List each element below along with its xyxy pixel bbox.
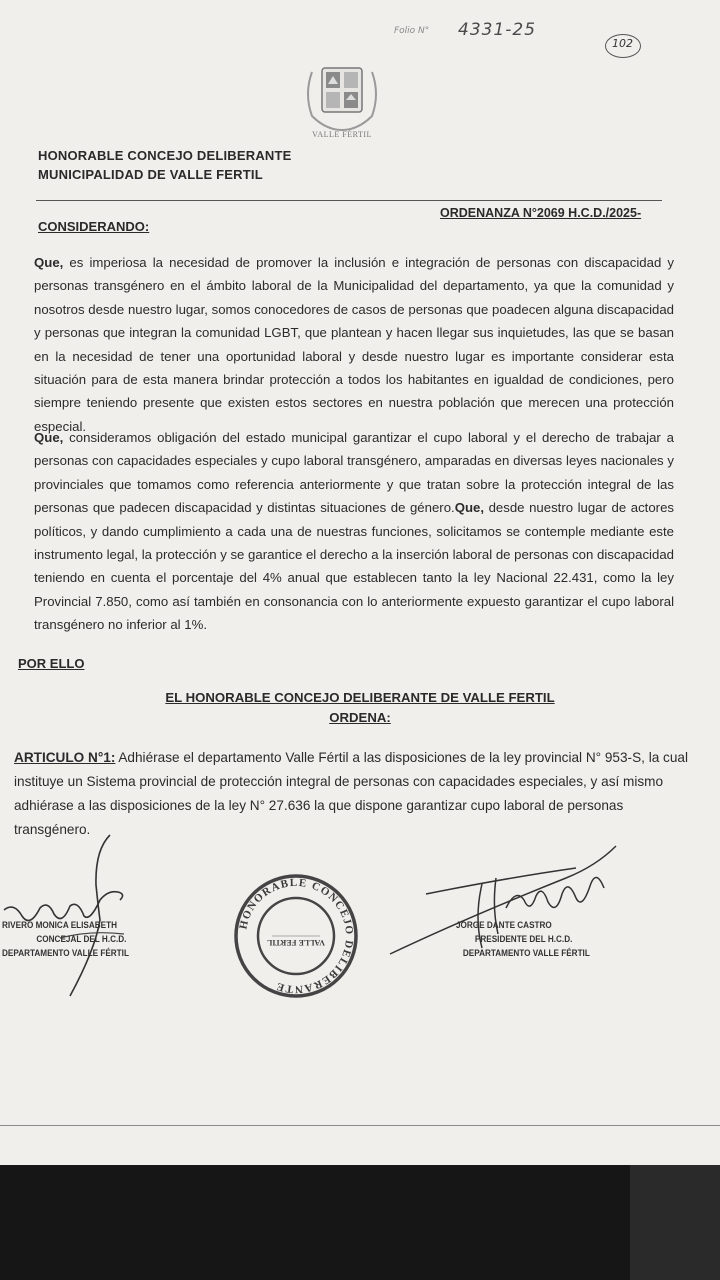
paragraph-1 [34,251,674,438]
paragraph-1-lead: Que, [34,255,64,270]
resolution-title: EL HONORABLE CONCEJO DELIBERANTE DE VALLE FERTIL [165,690,555,705]
background-floor [630,1165,720,1280]
official-seal [232,872,360,1000]
right-signatory-title: PRESIDENTE DEL H.C.D. [474,934,573,945]
logo-caption: VALLE FÉRTIL [312,130,372,139]
seal-inner-text: VALLE FERTIL [266,938,326,947]
article-1-label: ARTICULO N°1: [14,750,116,765]
left-signatory [2,919,129,961]
header-line-1: HONORABLE CONCEJO DELIBERANTE [38,148,292,163]
folio-number: 4331-25 [458,20,537,40]
right-signatory [456,919,590,961]
right-signatory-name: JORGE DANTE CASTRO [456,920,552,931]
header-divider [36,200,662,201]
background-surface [0,1165,720,1280]
paragraph-2-text-2: desde nuestro lugar de actores políticos, y dando cumplimiento a cada una de nuestras funciones, solicitamos se contemple mediante este instrumento legal, la protección y se garantice el derecho a la inserción laboral de personas con discapacidad teniendo en cuenta el porcentaje del 4% anual que establecen tanto la ley Nacional 22.431, como la ley Provincial 7.850, como así también en consonancia con lo anteriormente expuesto garantizar el cupo laboral transgénero no inferior al 1%. [34,500,674,633]
municipal-logo [296,64,388,144]
considerando-heading: CONSIDERANDO: [38,219,150,234]
article-1-text: Adhiérase el departamento Valle Fértil a las disposiciones de la ley provincial N° 953-S, la cual instituye un Sistema provincial de protección integral de personas con capacidades especiales, y así mismo adhiérase a las disposiciones de la ley N° 27.636 la que dispone garantizar cupo laboral de personas transgénero. [14,750,688,837]
paragraph-2-text: consideramos obligación del estado municipal garantizar el cupo laboral y el derecho de trabajar a personas con capacidades especiales y cupo laboral transgénero, amparadas en diversas leyes nacionales y provinciales que tomamos como referencia anteriormente y que tratan sobre la protección integral de las personas que padecen discapacidad y distintas situaciones de género. [34,430,674,516]
right-signatory-dept: DEPARTAMENTO VALLE FÉRTIL [462,948,590,959]
header-line-2: MUNICIPALIDAD DE VALLE FERTIL [38,167,263,182]
por-ello-heading: POR ELLO [18,656,85,671]
paragraph-2 [34,426,674,637]
paragraph-1-text: es imperiosa la necesidad de promover la inclusión e integración de personas con discapacidad y personas transgénero en el ámbito laboral de la Municipalidad del departamento, ya que la comunidad y nosotros desde nuestro lugar, somos conocedores de casos de personas que poadecen alguna discapacidad y personas que integran la comunidad LGBT, que plantean y hacen llegar sus inquietudes, las que se basan en la necesidad de tener una oportunidad laboral y desde nuestro lugar es importante considerar esta situación para de esta manera brindar protección a todos los habitantes en igualdad de condiciones, pero siempre teniendo presente que existen estos sectores en nuestra población que merecen una protección especial. [34,255,674,434]
seal-stamp-icon [232,872,360,1000]
page-bottom-line [0,1125,720,1126]
ordinance-number: ORDENANZA N°2069 H.C.D./2025- [440,206,642,220]
paragraph-2-lead: Que, [34,430,64,445]
left-signatory-name: RIVERO MONICA ELISABETH [2,920,117,931]
page-mark: 102 [612,37,633,50]
left-handwritten-signature [0,830,170,1000]
crest-icon [296,64,388,132]
ordena-heading: ORDENA: [329,710,391,725]
council-header [38,146,292,184]
seal-outer-text: HONORABLE CONCEJO DELIBERANTE [237,876,356,996]
left-signatory-dept: DEPARTAMENTO VALLE FÉRTIL [2,948,129,959]
folio-prefix: Folio N° [394,26,430,36]
left-signatory-title: CONCEJAL DEL H.C.D. [36,934,127,945]
paragraph-2-lead-2: Que, [454,500,485,516]
article-1 [14,746,690,842]
